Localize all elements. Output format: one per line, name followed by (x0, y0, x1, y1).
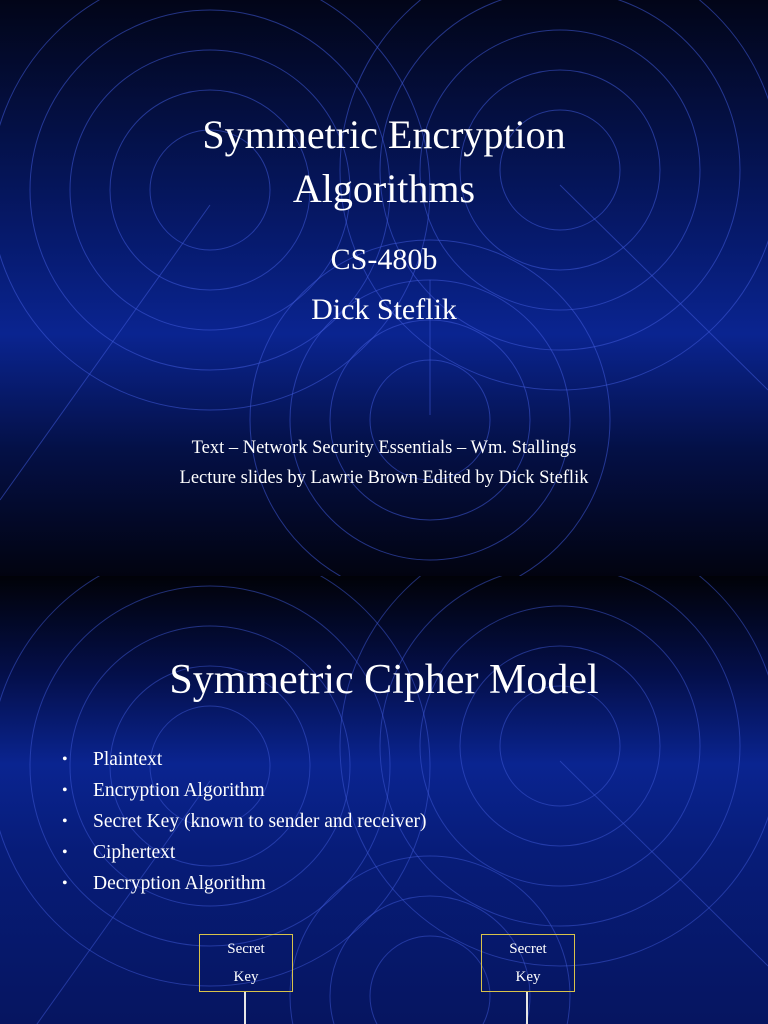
list-item (62, 775, 427, 806)
receiver-key-connector (526, 992, 528, 1024)
credit-line-1: Text – Network Security Essentials – Wm. Stallings (191, 438, 577, 458)
bullet-list (62, 744, 427, 899)
credits (0, 433, 768, 493)
bullet-text: Encryption Algorithm (93, 780, 265, 801)
bullet-icon: • (62, 844, 68, 861)
bullet-icon: • (62, 751, 68, 768)
sender-key-connector (244, 992, 246, 1024)
key-box-line-2: Key (515, 969, 541, 985)
bullet-icon: • (62, 782, 68, 799)
bullet-icon: • (62, 813, 68, 830)
key-box-line-2: Key (233, 969, 259, 985)
bullet-icon: • (62, 875, 68, 892)
bullet-text: Plaintext (93, 749, 163, 770)
bullet-text: Secret Key (known to sender and receiver) (93, 811, 427, 832)
title-line-2: Algorithms (292, 166, 476, 211)
slide-title: Symmetric Cipher Model (169, 657, 599, 703)
list-item (62, 837, 427, 868)
bullet-text: Ciphertext (93, 842, 176, 863)
bullet-text: Decryption Algorithm (93, 873, 266, 894)
author-name: Dick Steflik (311, 293, 457, 326)
credit-line-2: Lecture slides by Lawrie Brown Edited by Dick Steflik (179, 468, 589, 488)
cipher-model-slide (0, 576, 768, 1024)
list-item (62, 868, 427, 899)
list-item (62, 806, 427, 837)
list-item (62, 744, 427, 775)
sender-secret-key-box (199, 934, 293, 992)
title-line-1: Symmetric Encryption (202, 112, 566, 157)
receiver-secret-key-box (481, 934, 575, 992)
key-box-line-1: Secret (227, 941, 265, 957)
key-box-line-1: Secret (509, 941, 547, 957)
slide-title (0, 108, 768, 216)
course-code: CS-480b (330, 243, 438, 276)
